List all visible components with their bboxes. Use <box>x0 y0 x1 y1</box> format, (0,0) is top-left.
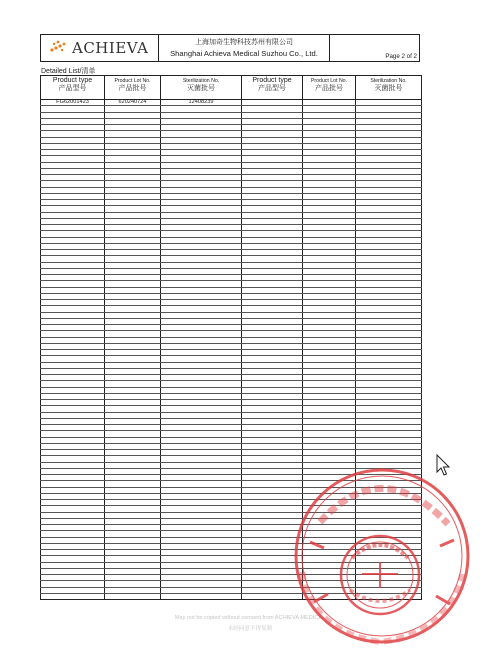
logo-text: ACHIEVA <box>72 39 149 57</box>
company-name-en: Shanghai Achieva Medical Suzhou Co., Ltd. <box>170 48 318 58</box>
table-header-row <box>41 76 422 100</box>
header-product-type-1: Product type 产品型号 <box>41 76 105 100</box>
table-cell <box>161 593 242 599</box>
page-number: Page 2 of 2 <box>385 53 417 60</box>
mouse-cursor-icon <box>436 454 450 476</box>
table-cell: 12408239 <box>161 100 242 106</box>
table-cell: 620240724 <box>105 100 161 106</box>
document-header <box>40 34 420 62</box>
list-title: Detailed List/清单 <box>41 68 96 75</box>
company-seal-icon <box>290 462 480 652</box>
header-lot-no-2: Product Lot No. 产品批号 <box>303 76 356 100</box>
header-lot-no-1: Product Lot No. 产品批号 <box>105 76 161 100</box>
footer-copy-notice-cn: 未经同意不得复制 <box>227 626 273 632</box>
header-product-type-2: Product type 产品型号 <box>242 76 303 100</box>
logo-cell <box>41 35 159 61</box>
company-name-cn: 上海加奇生物科技苏州有限公司 <box>195 38 293 46</box>
table-cell <box>41 593 105 599</box>
company-cell <box>159 35 330 61</box>
header-sterilization-no-2: Sterilization No. 灭菌批号 <box>356 76 422 100</box>
footer-copy-notice-en: May not be copied without consent from ACHIEVA MEDICAL <box>174 615 326 621</box>
table-cell: FG62001423 <box>41 100 105 106</box>
page-number-cell <box>330 35 419 61</box>
table-cell <box>105 593 161 599</box>
achieva-logo-icon <box>49 39 69 58</box>
header-sterilization-no-1: Sterilization No. 灭菌批号 <box>161 76 242 100</box>
